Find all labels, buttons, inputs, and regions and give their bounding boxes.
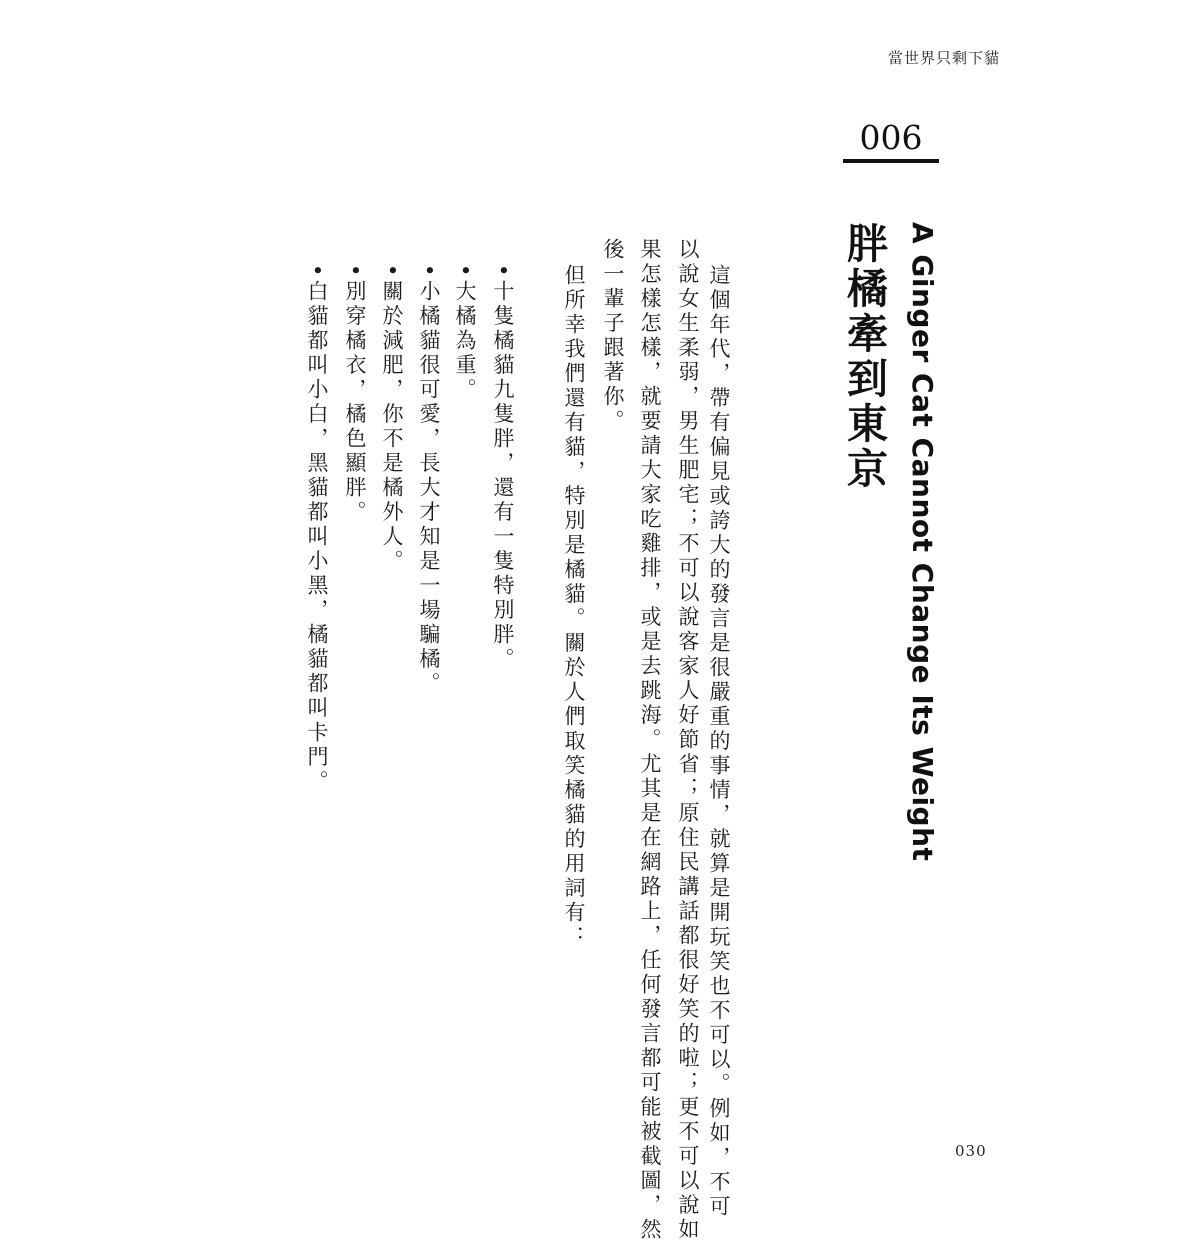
chapter-number-underline — [843, 159, 939, 163]
chapter-title-english: A Ginger Cat Cannot Change Its Weight — [906, 222, 939, 862]
bullet-item: •關於減肥，你不是橘外人。 — [380, 264, 404, 574]
paragraph-1-line-4: 後一輩子跟著你。 — [601, 238, 625, 434]
running-header-book-title: 當世界只剩下貓 — [887, 49, 1000, 67]
paragraph-1-line-3: 果怎樣怎樣，就要請大家吃雞排，或是去跳海。尤其是在網路上，任何發言都可能被截圖，然 — [638, 238, 662, 1243]
paragraph-1-line-2: 以說女生柔弱，男生肥宅；不可以說客家人好節省；原住民講話都很好笑的啦；更不可以說如 — [676, 238, 700, 1243]
bullet-item: •十隻橘貓九隻胖，還有一隻特別胖。 — [491, 264, 515, 672]
bullet-item: •白貓都叫小白，黑貓都叫小黑，橘貓都叫卡門。 — [305, 264, 329, 795]
chapter-title-chinese: 胖橘牽到東京 — [840, 222, 888, 492]
chapter-number: 006 — [859, 118, 923, 157]
page-number: 030 — [955, 1142, 987, 1160]
paragraph-2: 但所幸我們還有貓，特別是橘貓。關於人們取笑橘貓的用詞有： — [562, 264, 586, 950]
paragraph-1-line-1: 這個年代，帶有偏見或誇大的發言是很嚴重的事情，就算是開玩笑也不可以。例如，不可 — [707, 264, 731, 1220]
bullet-item: •別穿橘衣，橘色顯胖。 — [343, 264, 367, 525]
bullet-item: •大橘為重。 — [453, 264, 477, 403]
bullet-item: •小橘貓很可愛，長大才知是一場騙橘。 — [417, 264, 441, 697]
